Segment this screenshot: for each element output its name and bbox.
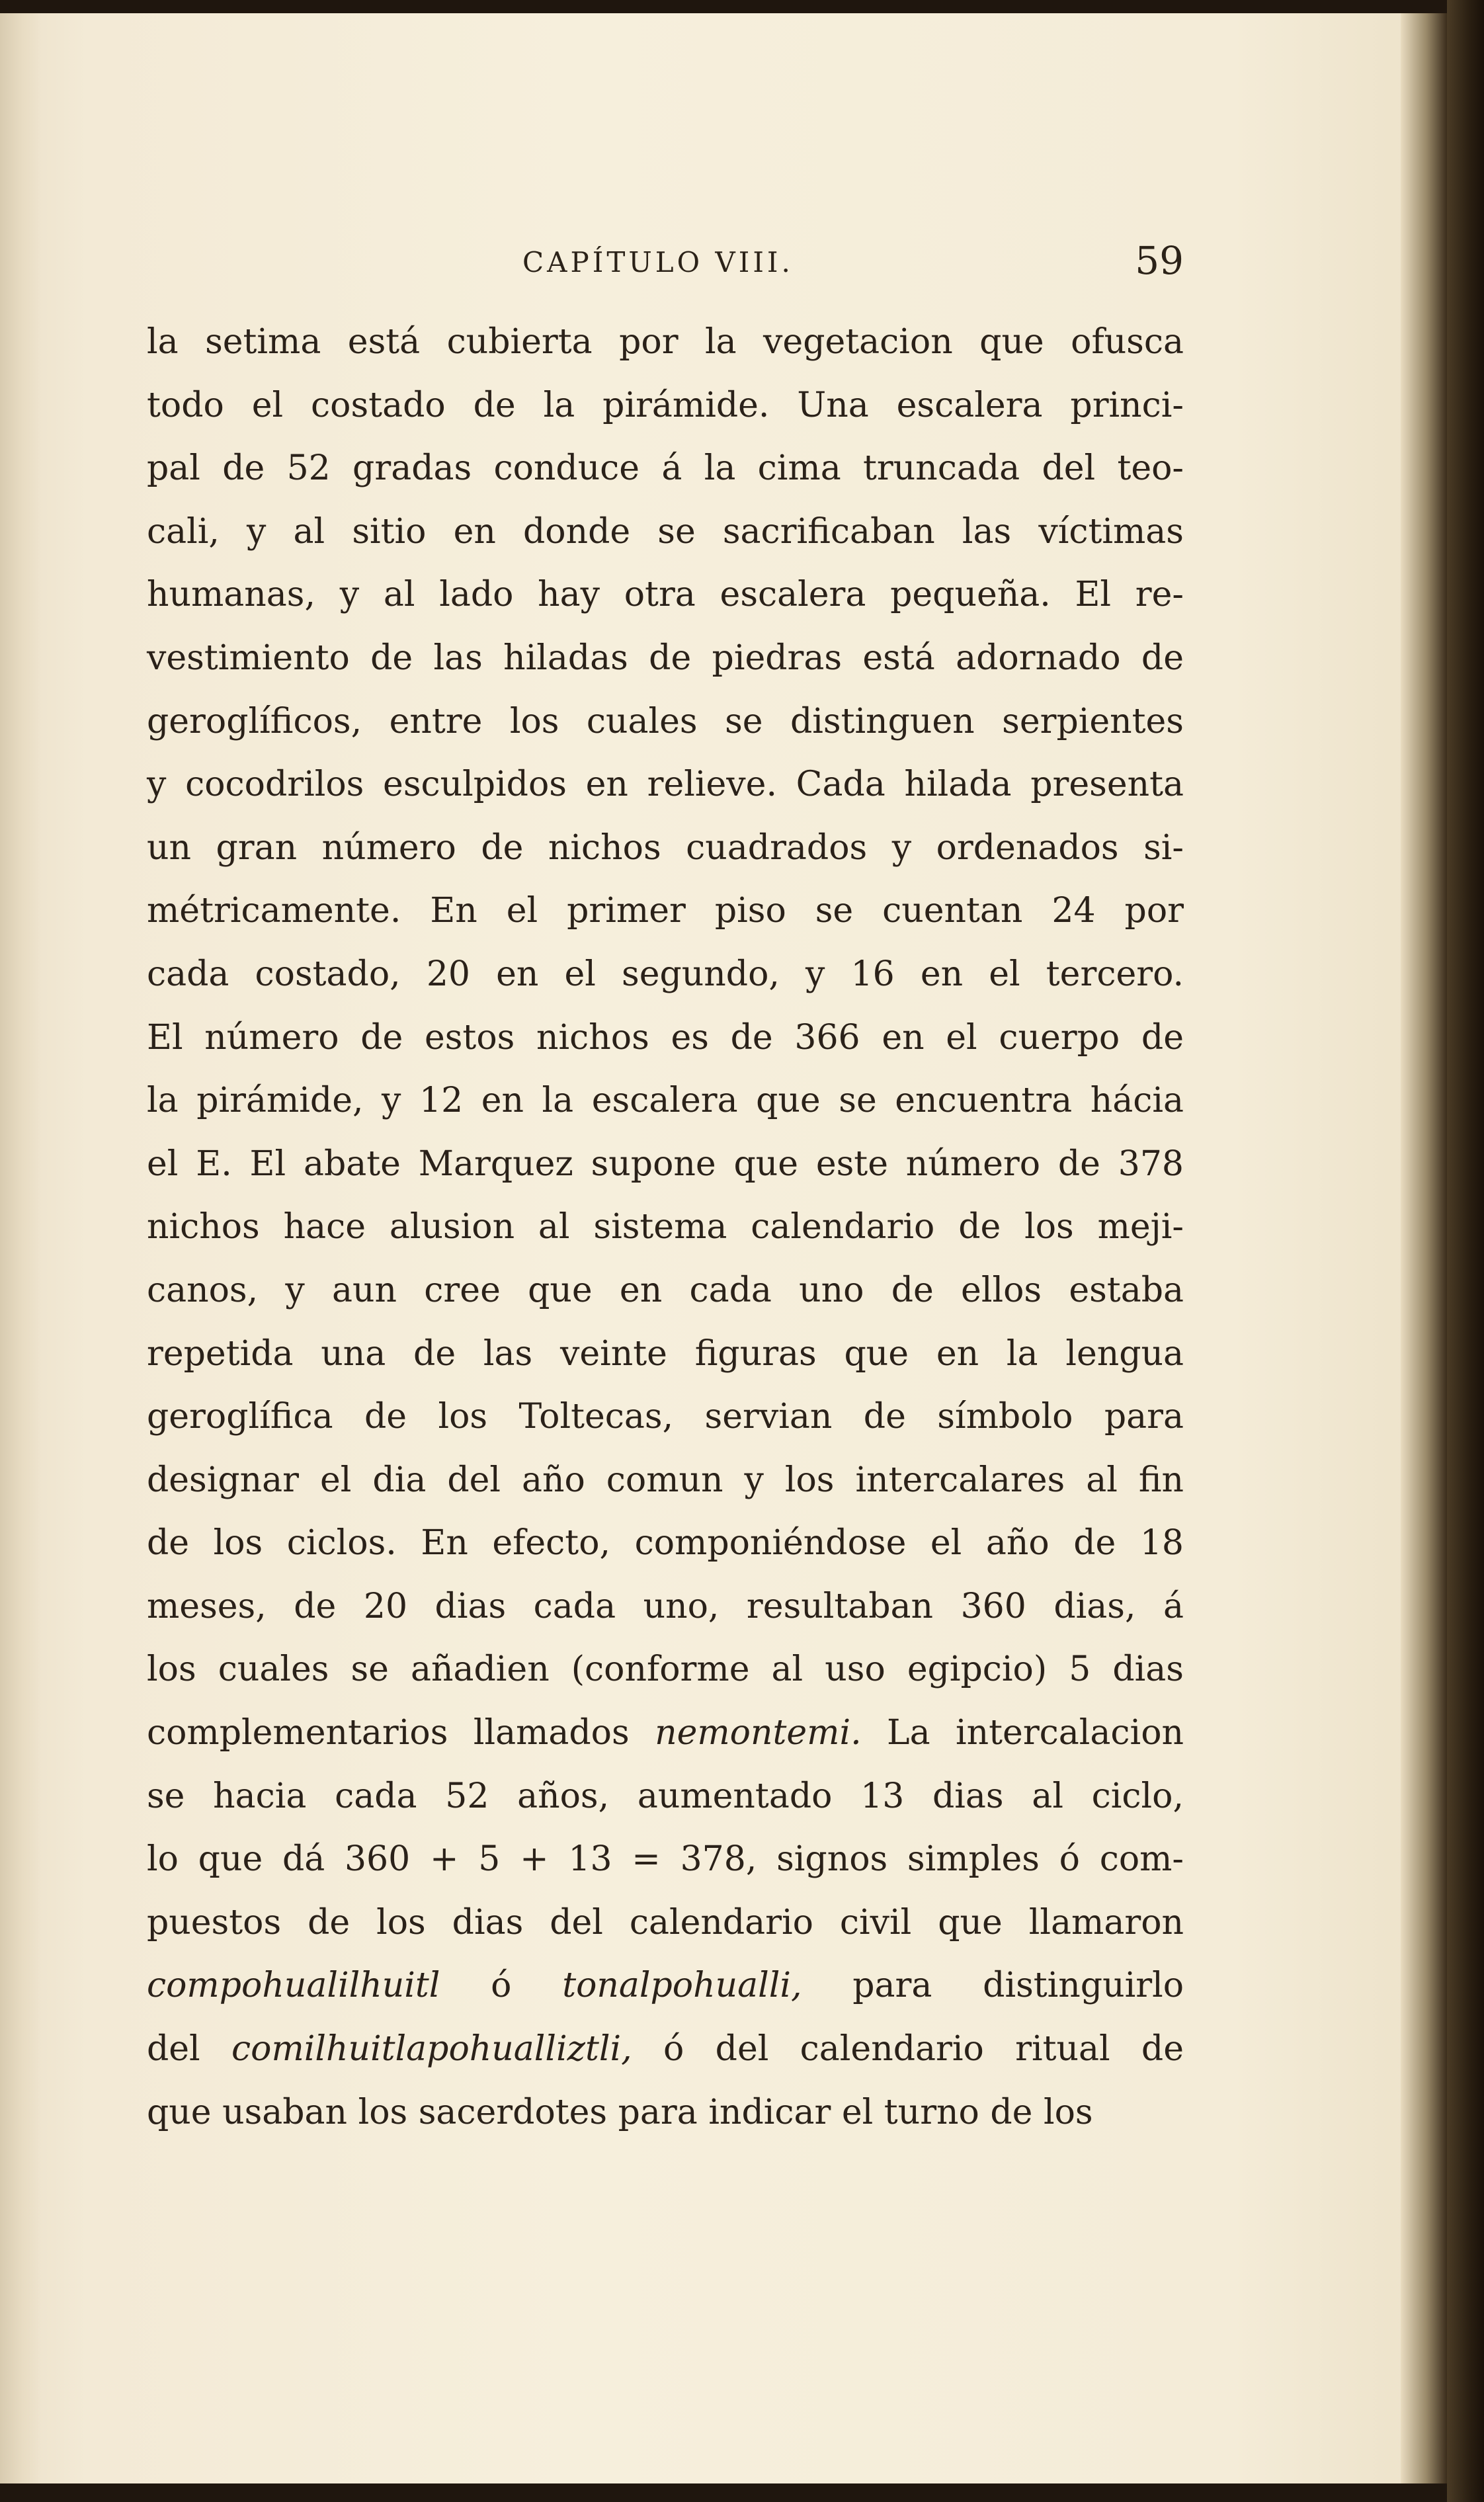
text-segment: los cuales se añadien (conforme al uso egipcio) 5 dias: [147, 1649, 1184, 1690]
text-segment: meses, de 20 dias cada uno, resultaban 360 dias, á: [147, 1586, 1184, 1626]
text-segment: ó del calendario ritual de: [632, 2029, 1184, 2069]
text-segment: puestos de los dias del calendario civil que llamaron: [147, 1902, 1184, 1942]
text-line: [147, 1259, 1184, 1323]
text-line: [147, 1575, 1184, 1639]
text-segment: pal de 52 gradas conduce á la cima truncada del teo-: [147, 448, 1184, 489]
text-segment: nichos hace alusion al sistema calendario de los meji-: [147, 1207, 1184, 1247]
text-line: [147, 1828, 1184, 1892]
text-line: [147, 690, 1184, 754]
text-line: [147, 2018, 1184, 2081]
body-text: [147, 311, 1184, 2144]
text-line: [147, 1892, 1184, 1955]
italic-term: comilhuitlapohualliztli,: [231, 2029, 632, 2069]
text-line: [147, 437, 1184, 501]
text-line: [147, 1007, 1184, 1070]
italic-term: compohualilhuitl: [147, 1966, 440, 2006]
text-segment: que usaban los sacerdotes para indicar el turno de los: [147, 2092, 1093, 2132]
text-line: [147, 1765, 1184, 1829]
italic-term: tonalpohualli,: [562, 1966, 802, 2006]
text-segment: todo el costado de la pirámide. Una escalera princi-: [147, 385, 1184, 425]
text-segment: repetida una de las veinte figuras que en la lengua: [147, 1333, 1184, 1374]
text-line: [147, 1954, 1184, 2018]
text-line: [147, 1512, 1184, 1575]
text-segment: La intercalacion: [861, 1713, 1184, 1753]
text-segment: cada costado, 20 en el segundo, y 16 en el tercero.: [147, 954, 1184, 994]
page-header: [145, 231, 1184, 284]
text-line: [147, 1196, 1184, 1259]
text-segment: cali, y al sitio en donde se sacrificaban las víctimas: [147, 511, 1184, 552]
text-segment: la pirámide, y 12 en la escalera que se encuentra hácia: [147, 1081, 1184, 1121]
binding-fold: [0, 13, 41, 2483]
italic-term: nemontemi.: [655, 1713, 862, 1753]
text-line: [147, 1638, 1184, 1702]
text-line: [147, 563, 1184, 627]
page-edge-shadow: [1401, 13, 1447, 2483]
text-line: [147, 1323, 1184, 1386]
text-segment: métricamente. En el primer piso se cuentan 24 por: [147, 891, 1184, 931]
text-line: [147, 2081, 1184, 2145]
running-head: CAPÍTULO VIII.: [522, 246, 794, 278]
text-segment: designar el dia del año comun y los intercalares al fin: [147, 1460, 1184, 1500]
text-segment: geroglíficos, entre los cuales se distinguen serpientes: [147, 701, 1184, 741]
text-line: [147, 1386, 1184, 1449]
text-segment: la setima está cubierta por la vegetacion que ofusca: [147, 322, 1184, 362]
page-number: 59: [1135, 238, 1184, 283]
text-segment: el E. El abate Marquez supone que este número de 378: [147, 1144, 1184, 1184]
text-line: [147, 374, 1184, 438]
text-line: [147, 1069, 1184, 1133]
text-segment: un gran número de nichos cuadrados y ordenados si-: [147, 827, 1184, 868]
text-segment: canos, y aun cree que en cada uno de ellos estaba: [147, 1270, 1184, 1310]
book-edge: [1447, 0, 1484, 2502]
text-segment: humanas, y al lado hay otra escalera pequeña. El re-: [147, 575, 1184, 615]
text-line: [147, 501, 1184, 564]
text-line: [147, 1449, 1184, 1513]
text-line: [147, 880, 1184, 943]
text-line: [147, 753, 1184, 817]
page-sheet: [0, 13, 1447, 2483]
text-segment: y cocodrilos esculpidos en relieve. Cada hilada presenta: [147, 765, 1184, 805]
text-segment: geroglífica de los Toltecas, servian de símbolo para: [147, 1397, 1184, 1437]
text-segment: ó: [440, 1966, 563, 2006]
text-segment: del: [147, 2029, 232, 2069]
text-segment: vestimiento de las hiladas de piedras está adornado de: [147, 638, 1184, 678]
text-segment: de los ciclos. En efecto, componiéndose el año de 18: [147, 1523, 1184, 1564]
text-segment: se hacia cada 52 años, aumentado 13 dias al ciclo,: [147, 1776, 1184, 1816]
text-line: [147, 627, 1184, 690]
text-segment: complementarios llamados: [147, 1713, 655, 1753]
text-line: [147, 1133, 1184, 1196]
text-segment: lo que dá 360 + 5 + 13 = 378, signos simples ó com-: [147, 1839, 1184, 1880]
text-line: [147, 943, 1184, 1007]
text-segment: El número de estos nichos es de 366 en el cuerpo de: [147, 1017, 1184, 1058]
text-segment: para distinguirlo: [802, 1966, 1184, 2006]
text-line: [147, 1702, 1184, 1765]
text-line: [147, 311, 1184, 374]
text-line: [147, 817, 1184, 880]
